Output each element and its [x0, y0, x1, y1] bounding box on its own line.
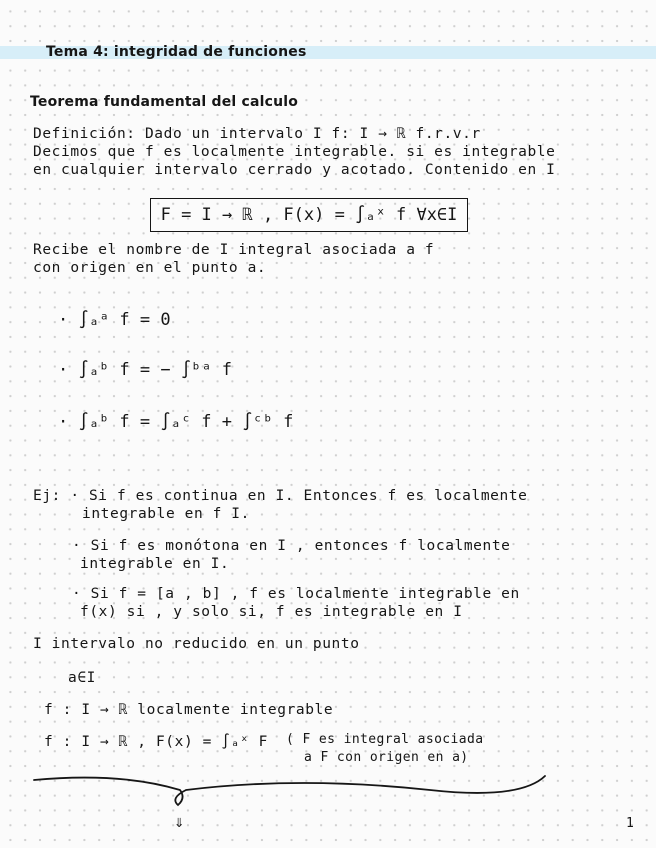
boxed-formula: F = I → ℝ , F(x) = ∫ₐˣ f ∀x∈I: [150, 198, 468, 232]
example-3-line-2: f(x) si , y solo si, f es integrable en I: [80, 604, 463, 620]
note-paren-line-2: a F con origen en a): [304, 750, 469, 765]
example-1-line-2: integrable en f I.: [82, 506, 250, 522]
page-number: 1: [626, 816, 634, 831]
example-2-line-1: · Si f es monótona en I , entonces f localmente: [72, 538, 511, 554]
property-additivity: · ∫ₐᵇ f = ∫ₐᶜ f + ∫ᶜᵇ f: [58, 412, 294, 432]
note-paren-line-1: ( F es integral asociada: [286, 732, 484, 747]
implies-arrow: ⇓: [174, 812, 185, 832]
property-zero: · ∫ₐᵃ f = 0: [58, 310, 171, 330]
example-2-line-2: integrable en I.: [80, 556, 230, 572]
note-locally-integrable: f : I → ℝ localmente integrable: [44, 702, 334, 718]
example-3-line-1: · Si f = [a , b] , f es localmente integrable en: [72, 586, 520, 602]
note-integral-function: f : I → ℝ , F(x) = ∫ₐˣ F: [44, 734, 268, 750]
definition-line-3: en cualquier intervalo cerrado y acotado. Contenido en I: [33, 162, 556, 178]
note-a-in-i: a∈I: [68, 670, 96, 686]
example-1-line-1: Ej: · Si f es continua en I. Entonces f es localmente: [33, 488, 528, 504]
definition-line-4: Recibe el nombre de I integral asociada a f: [33, 242, 435, 258]
property-reverse-limits: · ∫ₐᵇ f = − ∫ᵇᵃ f: [58, 360, 232, 380]
definition-line-1: Definición: Dado un intervalo I f: I → ℝ f.r.v.r: [33, 126, 481, 142]
topic-title: Tema 4: integridad de funciones: [46, 44, 307, 60]
definition-line-2: Decimos que f es localmente integrable. si es integrable: [33, 144, 556, 160]
note-interval: I intervalo no reducido en un punto: [33, 636, 360, 652]
definition-line-5: con origen en el punto a.: [33, 260, 267, 276]
section-heading: Teorema fundamental del calculo: [30, 94, 299, 110]
